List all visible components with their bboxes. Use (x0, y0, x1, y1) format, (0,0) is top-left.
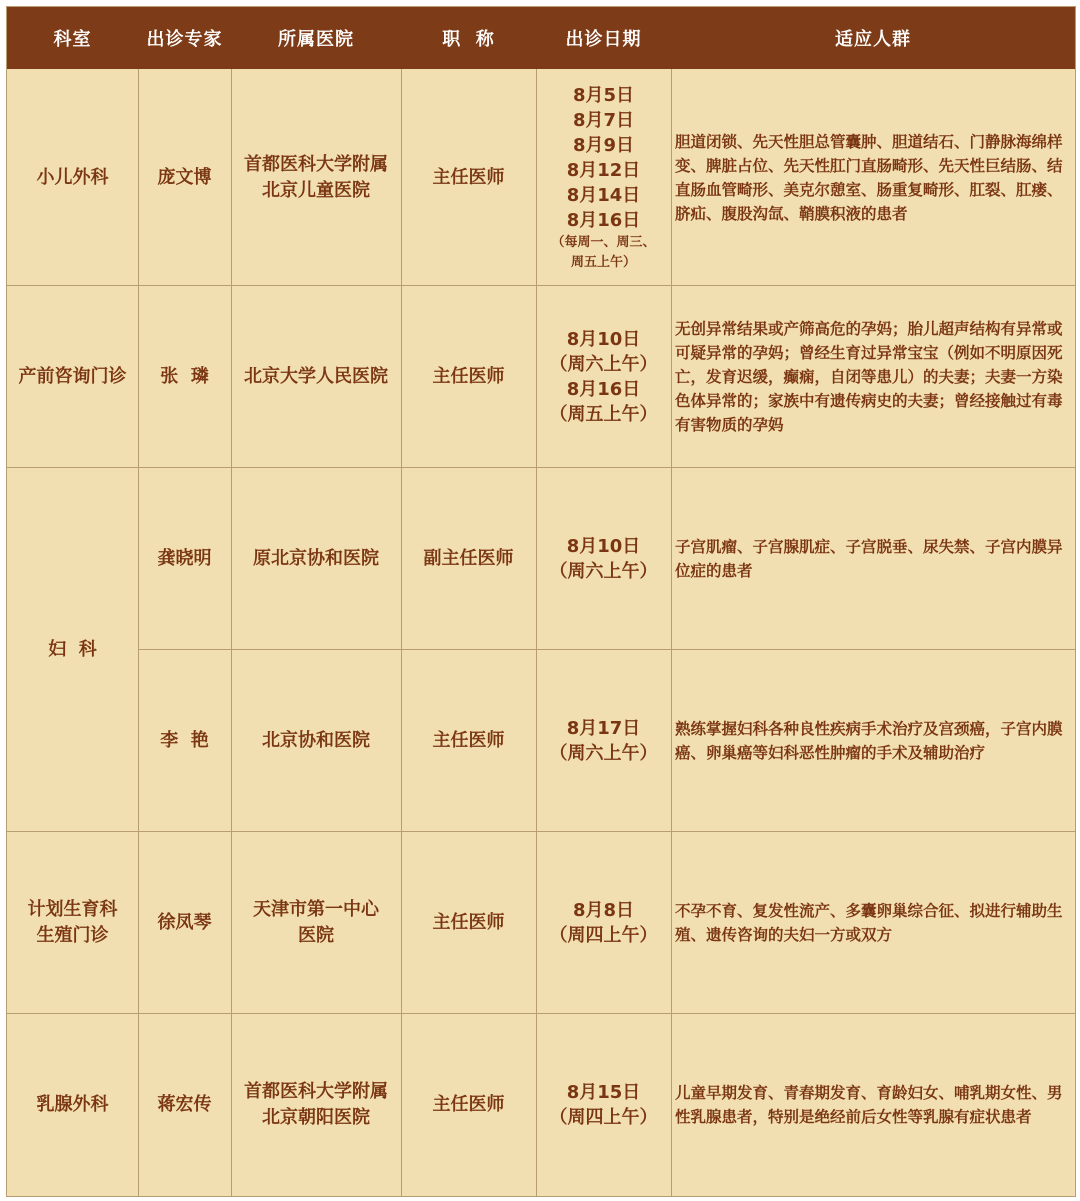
date-cell (536, 70, 671, 285)
hospital-cell (231, 832, 401, 1013)
expert-cell: 李 艳 (160, 729, 209, 751)
date-line: 8月9日 (572, 134, 635, 156)
title-cell: 主任医师 (432, 365, 505, 387)
header-expert: 出诊专家 (146, 29, 223, 50)
hospital-cell (231, 70, 401, 285)
date-line: 8月17日 (566, 717, 641, 739)
hospital-cell (231, 1014, 401, 1196)
date-line: 8月16日 (566, 209, 641, 231)
header-department: 科室 (53, 29, 92, 50)
population-cell (671, 286, 1075, 467)
schedule-table (6, 6, 1076, 1197)
table-header (7, 7, 1075, 69)
department-cell: 小儿外科 (36, 166, 109, 188)
population-text: 胆道闭锁、先天性胆总管囊肿、胆道结石、门静脉海绵样变、脾脏占位、先天性肛门直肠畸形、先天性巨结肠、结直肠血管畸形、美克尔憩室、肠重复畸形、肛裂、肛瘘、脐疝、腹股沟氙、鞘膜积液的患者 (675, 132, 1063, 223)
department-cell: 妇 科 (48, 638, 97, 660)
date-line: 8月7日 (572, 109, 635, 131)
population-text: 子宫肌瘤、子宫腺肌症、子宫脱垂、尿失禁、子宫内膜异位症的患者 (675, 537, 1063, 580)
hospital-line: 首都医科大学附属 (244, 153, 388, 175)
date-line: 8月10日 (566, 328, 641, 350)
expert-cell: 张 璘 (160, 365, 209, 387)
date-cell (536, 832, 671, 1013)
header-date: 出诊日期 (565, 29, 642, 50)
header-title: 职 称 (442, 29, 495, 50)
date-note: （每周一、周三、 (551, 234, 656, 250)
date-cell (536, 1014, 671, 1196)
date-line: （周五上午） (549, 403, 658, 425)
date-line: 8月5日 (572, 84, 635, 106)
date-line: （周四上午） (549, 924, 658, 946)
population-cell (671, 468, 1075, 649)
date-cell (536, 286, 671, 467)
expert-cell: 徐凤琴 (157, 911, 212, 933)
department-line: 计划生育科 (27, 898, 118, 920)
hospital-cell: 原北京协和医院 (253, 547, 379, 569)
date-line: 8月10日 (566, 535, 641, 557)
population-cell (671, 650, 1075, 831)
hospital-cell: 北京协和医院 (262, 729, 370, 751)
title-cell: 主任医师 (432, 1094, 505, 1115)
date-cell (536, 468, 671, 649)
date-line: （周六上午） (549, 353, 658, 375)
title-cell: 主任医师 (432, 729, 505, 751)
expert-cell: 庞文博 (157, 166, 212, 188)
expert-cell: 蒋宏传 (157, 1094, 212, 1115)
department-cell: 乳腺外科 (36, 1094, 109, 1115)
department-line: 生殖门诊 (36, 924, 109, 946)
date-cell (536, 650, 671, 831)
date-note: 周五上午） (570, 254, 636, 270)
date-line: 8月16日 (566, 378, 641, 400)
title-cell: 主任医师 (432, 911, 505, 933)
date-line: 8月12日 (566, 159, 641, 181)
title-cell: 副主任医师 (423, 547, 514, 569)
population-cell (671, 832, 1075, 1013)
hospital-cell: 北京大学人民医院 (244, 365, 388, 387)
population-cell (671, 1014, 1075, 1196)
title-cell: 主任医师 (432, 166, 505, 188)
date-line: 8月8日 (572, 899, 635, 921)
population-text: 熟练掌握妇科各种良性疾病手术治疗及宫颈癌，子宫内膜癌、卵巢癌等妇科恶性肿瘤的手术及辅助治疗 (675, 719, 1063, 762)
population-text: 儿童早期发育、青春期发育、育龄妇女、哺乳期女性、男性乳腺患者，特别是绝经前后女性等乳腺有症状患者 (675, 1084, 1063, 1126)
date-line: 8月14日 (566, 184, 641, 206)
population-cell (671, 70, 1075, 285)
hospital-line: 北京儿童医院 (262, 179, 370, 201)
date-line: 8月15日 (566, 1082, 641, 1103)
department-cell (7, 832, 138, 1013)
header-population: 适应人群 (835, 29, 911, 50)
date-line: （周六上午） (549, 742, 658, 764)
expert-cell: 龚晓明 (157, 547, 212, 569)
hospital-line: 天津市第一中心 (253, 898, 379, 920)
department-cell: 产前咨询门诊 (18, 365, 127, 387)
header-hospital: 所属医院 (278, 29, 354, 50)
date-line: （周六上午） (549, 560, 658, 582)
population-text: 无创异常结果或产筛高危的孕妈；胎儿超声结构有异常或可疑异常的孕妈；曾经生育过异常宝宝（例如不明原因死亡，发育迟缓，癫痫，自闭等患儿）的夫妻；夫妻一方染色体异常的；家族中有遗传病史的夫妻；曾经接触过有毒有害物质的孕妈 (675, 319, 1063, 434)
hospital-line: 北京朝阳医院 (262, 1107, 370, 1128)
hospital-line: 首都医科大学附属 (244, 1081, 388, 1102)
population-text: 不孕不育、复发性流产、多囊卵巢综合征、拟进行辅助生殖、遗传咨询的夫妇一方或双方 (675, 901, 1063, 944)
date-line: （周四上午） (549, 1107, 658, 1128)
hospital-line: 医院 (298, 924, 334, 946)
